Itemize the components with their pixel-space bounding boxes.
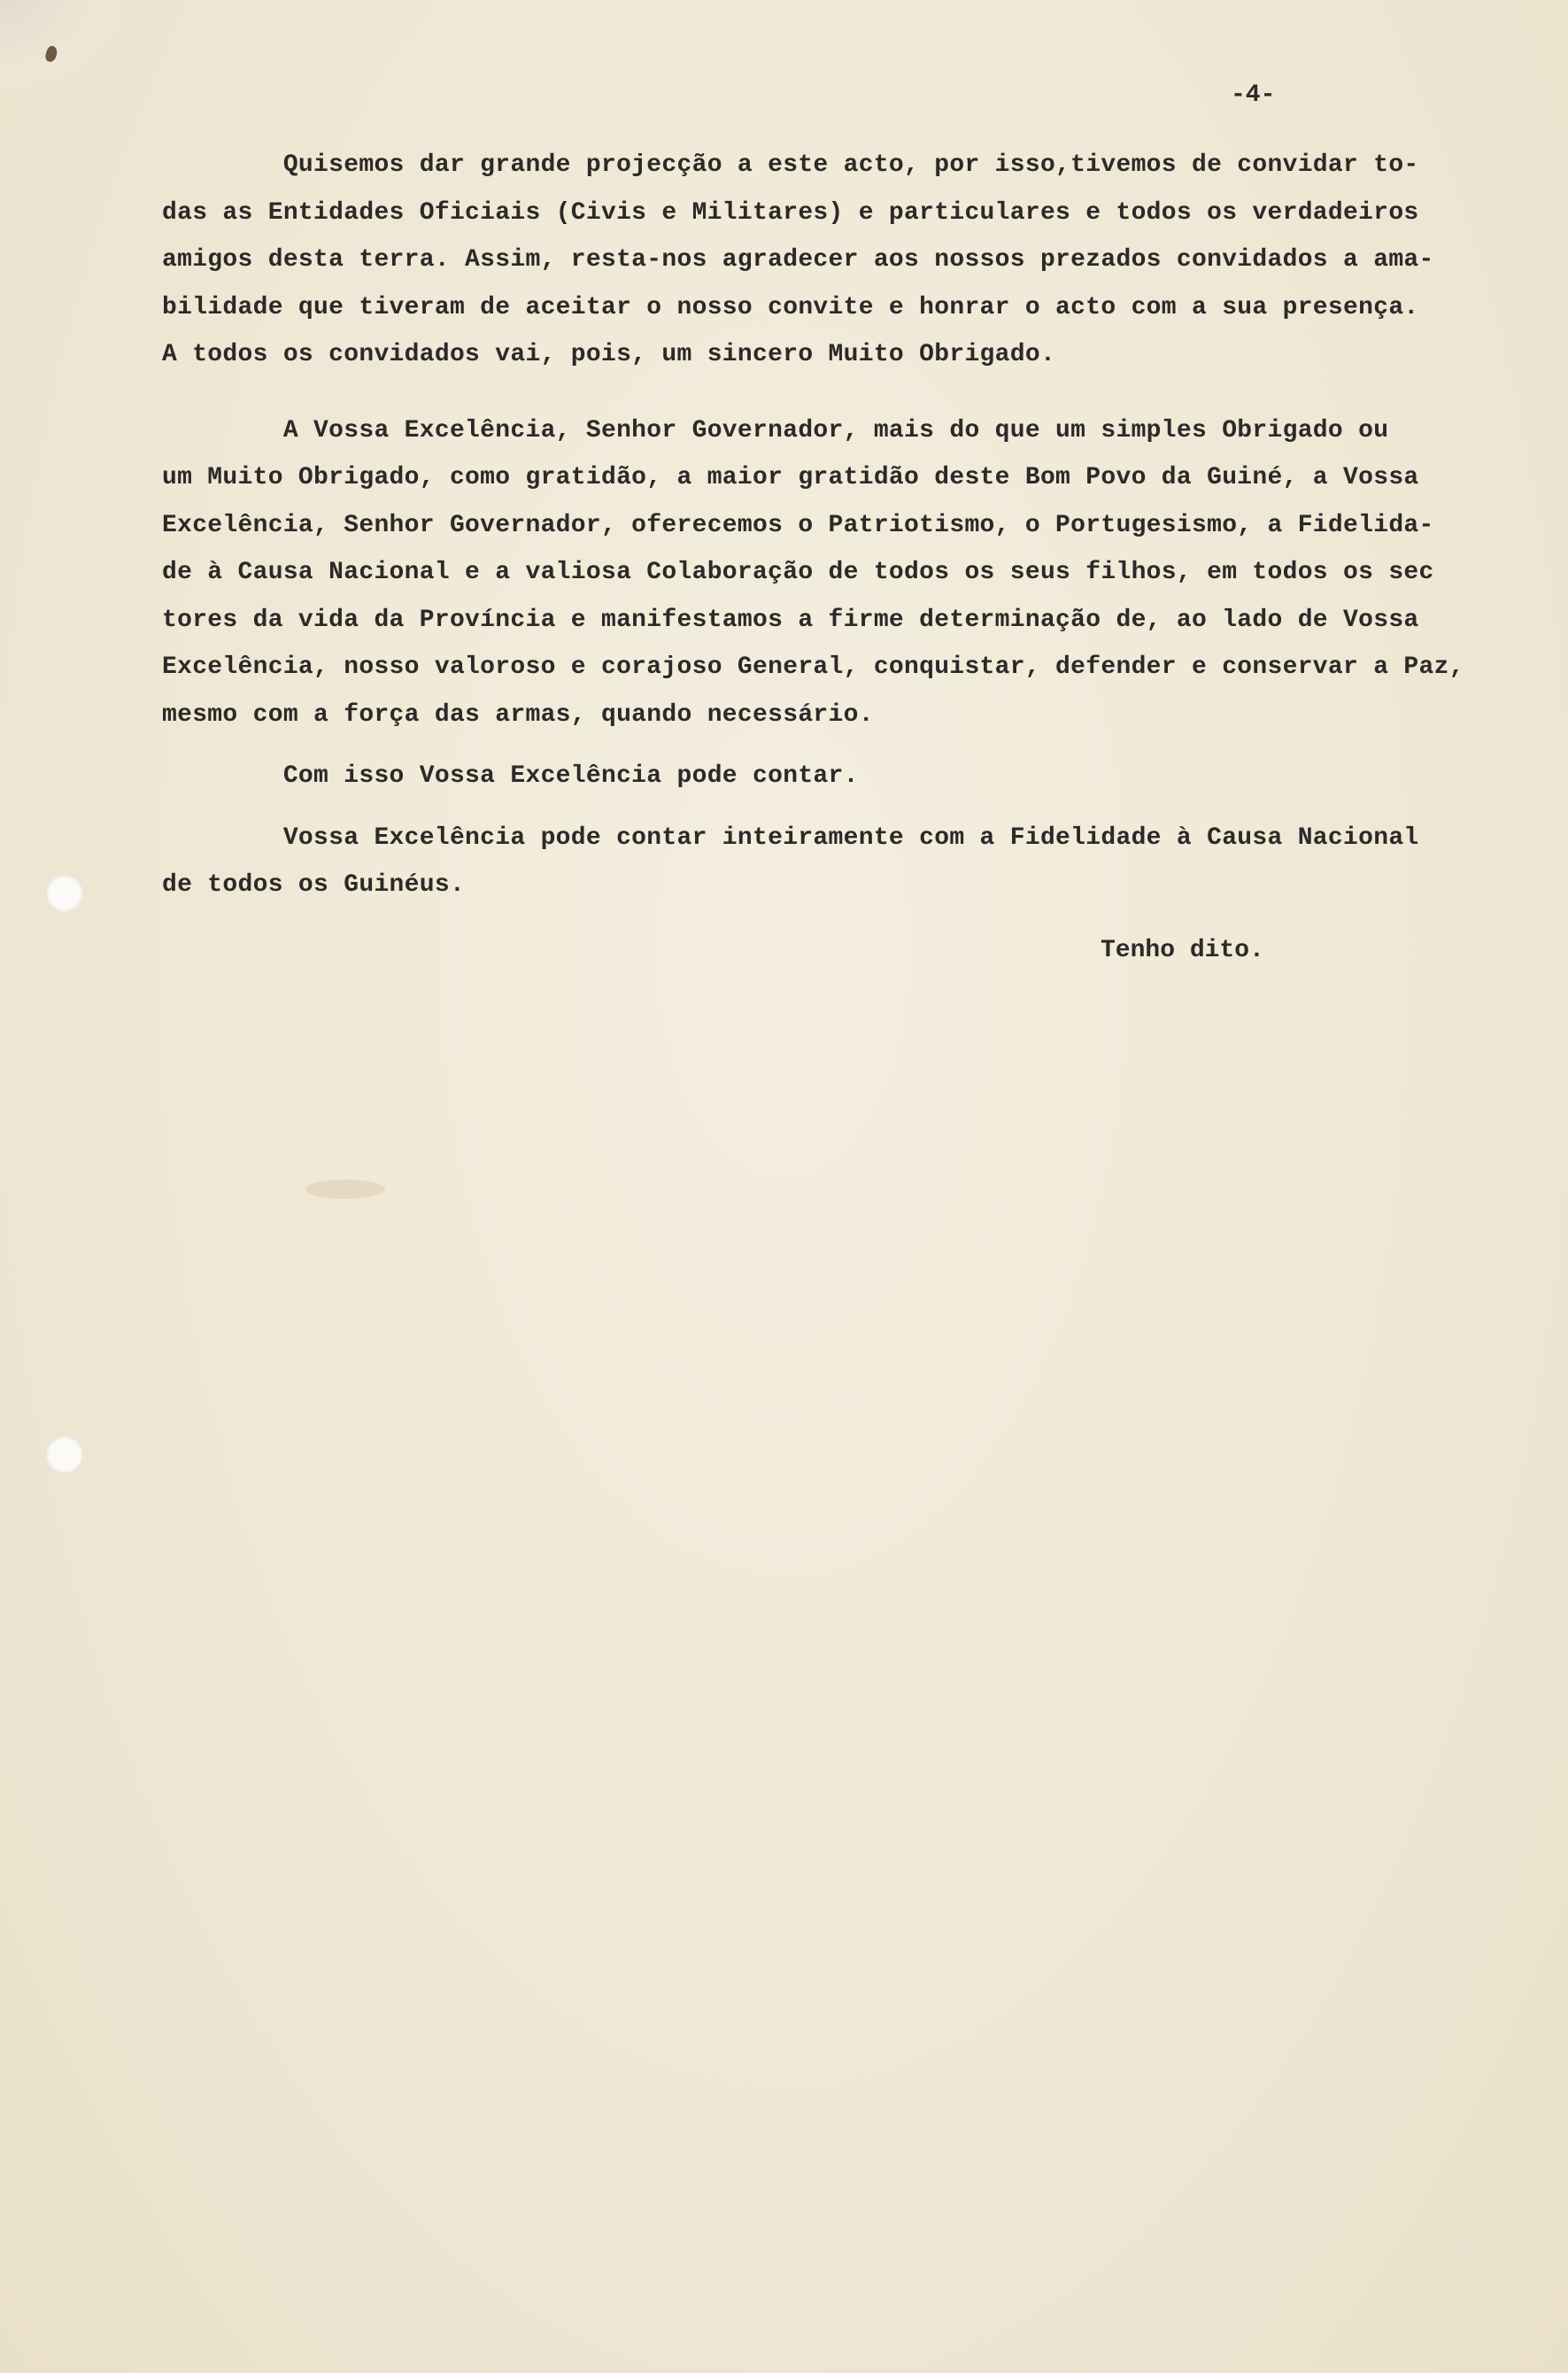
paragraph-fidelity bbox=[162, 815, 1446, 909]
text-line: A todos os convidados vai, pois, um sincero Muito Obrigado. bbox=[162, 341, 1056, 368]
text-line: tores da vida da Província e manifestamos a firme determinação de, ao lado de Vossa bbox=[162, 606, 1419, 634]
text-line: de todos os Guinéus. bbox=[162, 871, 466, 899]
paper-stain bbox=[305, 1179, 385, 1199]
text-line: um Muito Obrigado, como gratidão, a maior gratidão deste Bom Povo da Guiné, a Vossa bbox=[162, 464, 1419, 491]
text-line: Vossa Excelência pode contar inteiramente com a Fidelidade à Causa Nacional bbox=[162, 823, 1419, 852]
paragraph-governor bbox=[162, 407, 1464, 739]
sign-off: Tenho dito. bbox=[1101, 937, 1264, 964]
text-line: Com isso Vossa Excelência pode contar. bbox=[162, 762, 859, 790]
text-line: bilidade que tiveram de aceitar o nosso convite e honrar o acto com a sua presença. bbox=[162, 293, 1419, 321]
page-number: -4- bbox=[1231, 81, 1276, 109]
text-line: das as Entidades Oficiais (Civis e Militares) e particulares e todos os verdadeiros bbox=[162, 198, 1419, 227]
punch-hole-lower bbox=[46, 1436, 83, 1473]
text-line: Quisemos dar grande projecção a este acto, por isso,tivemos de convidar to- bbox=[162, 151, 1419, 179]
text-line: A Vossa Excelência, Senhor Governador, mais do que um simples Obrigado ou bbox=[162, 416, 1389, 444]
punch-hole-upper bbox=[46, 875, 83, 912]
text-line: amigos desta terra. Assim, resta-nos agradecer aos nossos prezados convidados a ama- bbox=[162, 246, 1434, 274]
text-line: Excelência, nosso valoroso e corajoso General, conquistar, defender e conservar a Paz, bbox=[162, 653, 1464, 681]
text-line: Excelência, Senhor Governador, oferecemos o Patriotismo, o Portugesismo, a Fidelida- bbox=[162, 511, 1434, 539]
torn-corner bbox=[0, 0, 133, 97]
paragraph-thanks-guests bbox=[162, 142, 1446, 379]
paragraph-can-count bbox=[162, 753, 1446, 800]
text-line: mesmo com a força das armas, quando necessário. bbox=[162, 700, 874, 729]
text-line: de à Causa Nacional e a valiosa Colaboração de todos os seus filhos, em todos os sec bbox=[162, 559, 1434, 586]
document-body bbox=[162, 142, 1464, 909]
